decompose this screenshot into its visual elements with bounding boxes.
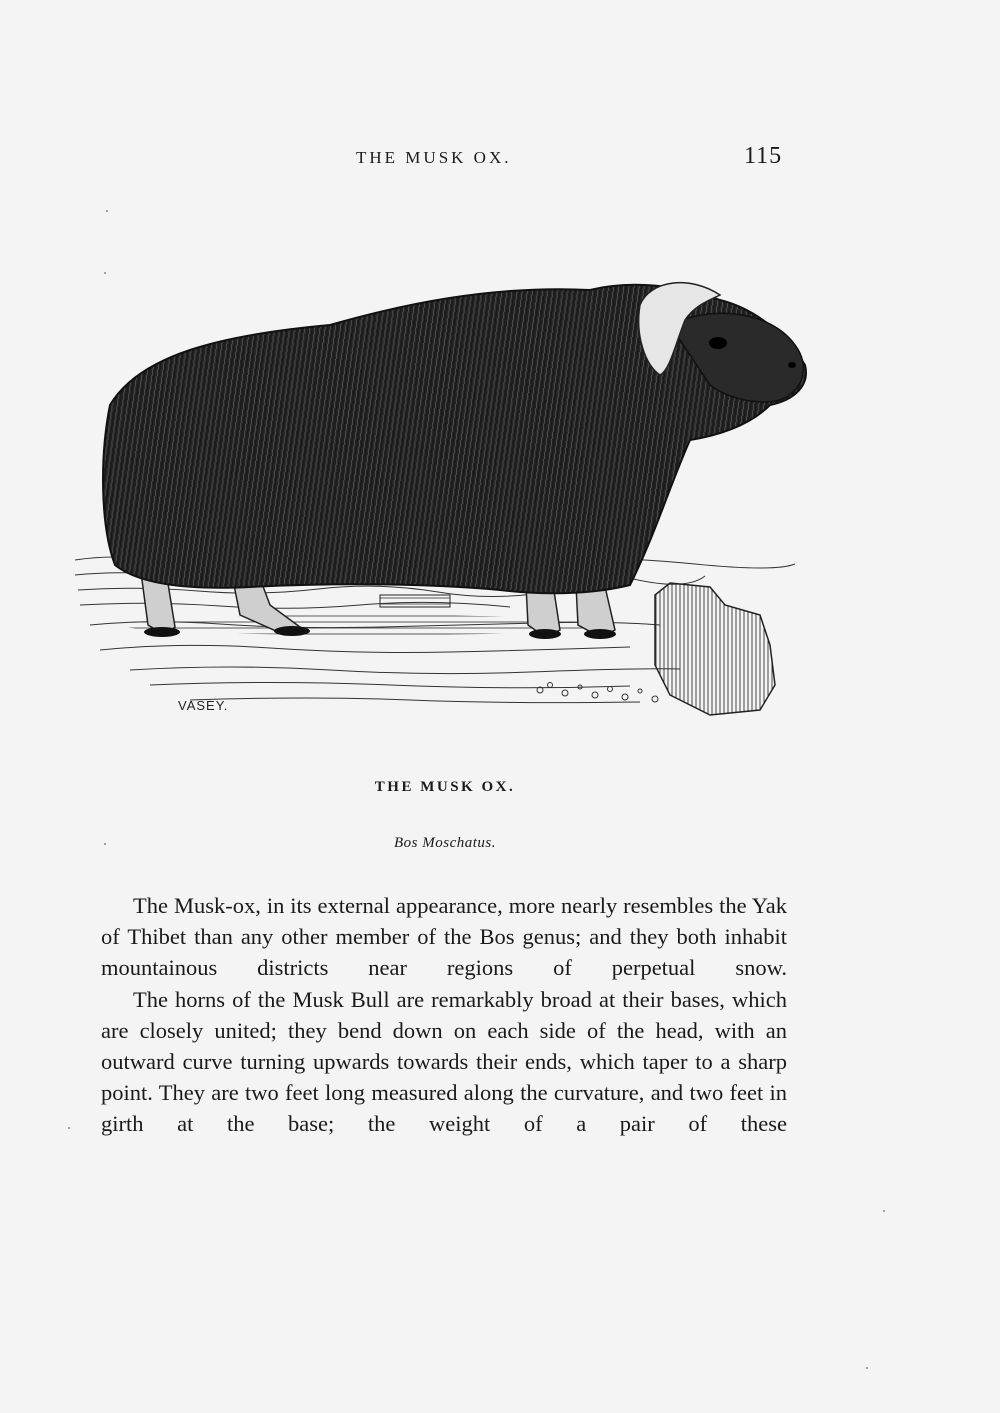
paragraph: The Musk-ox, in its external appearance, more nearly resembles the Yak of Thibet than any other member of the Bos genus; and they both inhabit mountainous districts near regions of perpetual snow. bbox=[101, 893, 787, 981]
figure-caption-title: THE MUSK OX. bbox=[374, 779, 516, 795]
body-text bbox=[101, 890, 787, 1140]
paper-speck bbox=[68, 1127, 70, 1129]
engraver-signature: VASEY. bbox=[178, 698, 229, 713]
paper-speck bbox=[104, 843, 106, 845]
pebbles bbox=[537, 683, 658, 703]
paper-speck bbox=[866, 1367, 868, 1369]
paragraph: The horns of the Musk Bull are remarkably broad at their bases, which are closely united; they bend down on each side of the head, with an outward curve turning upwards towards their ends, which taper to a sharp point. They are two feet long measured along the curvature, and two feet in girth at the base; the weight of a pair of these bbox=[101, 986, 787, 1137]
small-stone bbox=[380, 595, 450, 607]
running-head: THE MUSK OX. bbox=[356, 148, 512, 167]
figure-caption-latin: Bos Moschatus. bbox=[394, 835, 496, 851]
rock-outcrop bbox=[655, 583, 775, 715]
musk-ox-engraving bbox=[70, 265, 810, 725]
paper-speck bbox=[104, 272, 106, 274]
nostril bbox=[788, 362, 796, 368]
paper-speck bbox=[106, 210, 108, 212]
page-number: 115 bbox=[744, 143, 783, 169]
paper-speck bbox=[883, 1210, 885, 1212]
eye bbox=[709, 337, 727, 349]
